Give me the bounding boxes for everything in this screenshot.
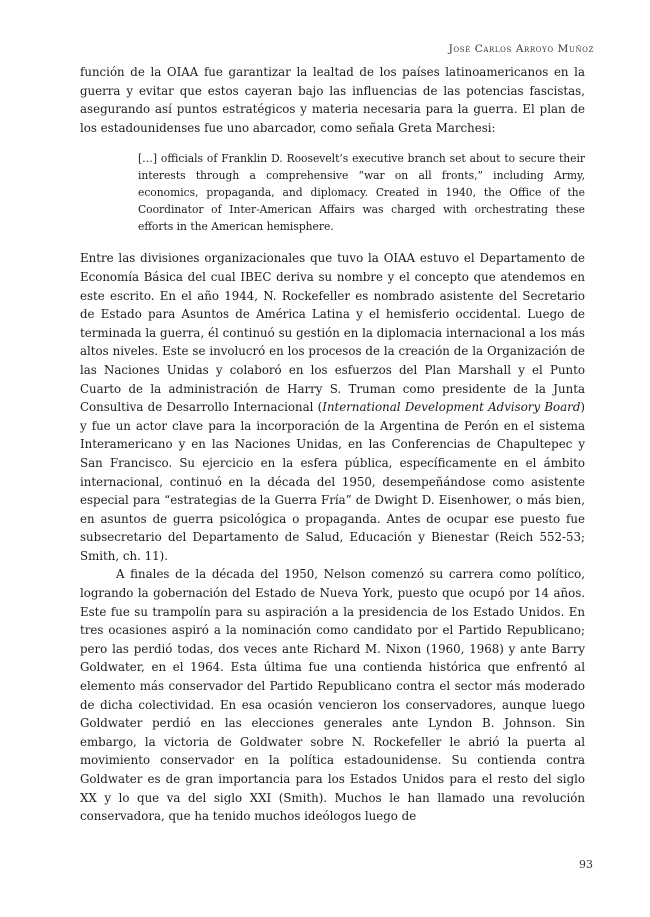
paragraph-2-text-b: ) y fue un actor clave para la incorporación de la Argentina de Perón en el sistema Interamericano y en las Naciones Unidas, en las Conferencias de Chapultepec y San Francisco. Su ejercicio en la esfera pública, específicamente en el ámbito internacional, continuó en la década del 1950, desempeñándose como asistente especial para “estrategias de la Guerra Fría” de Dwight D. Eisenhower, o más bien, en asuntos de guerra psicológica o propaganda. Antes de ocupar ese puesto fue subsecretario del Departamento de Salud, Educación y Bienestar (Reich 552-53; Smith, ch. 11). [80,400,585,563]
page-number: 93 [579,858,593,871]
paragraph-3: A finales de la década del 1950, Nelson comenzó su carrera como político, logrando la gobernación del Estado de Nueva York, puesto que ocupó por 14 años. Este fue su trampolín para su aspiración a la presidencia de los Estado Unidos. En tres ocasiones aspiró a la nominación como candidato por el Partido Republicano; pero las perdió todas, dos veces ante Richard M. Nixon (1960, 1968) y ante Barry Goldwater, en el 1964. Esta última fue una contienda histórica que enfrentó al elemento más conservador del Partido Republicano contra el sector más moderado de dicha colectividad. En esa ocasión vencieron los conservadores, aunque luego Goldwater perdió en las elecciones generales ante Lyndon B. Johnson. Sin embargo, la victoria de Goldwater sobre N. Rockefeller le abrió la puerta al movimiento conservador en la política estadounidense. Su contienda contra Goldwater es de gran importancia para los Estados Unidos para el resto del siglo XX y lo que va del siglo XXI (Smith). Muchos le han llamado una revolución conservadora, que ha tenido muchos ideólogos luego de [80,567,585,824]
intro-paragraph: función de la OIAA fue garantizar la lealtad de los países latinoamericanos en la guerra y evitar que estos cayeran bajo las influencias de las potencias fascistas, asegurando así puntos estratégicos y materia necesaria para la guerra. El plan de los estadounidenses fue uno abarcador, como señala Greta Marchesi: [80,65,585,135]
paragraph-2-italic: International Development Advisory Board [322,400,581,415]
running-head: José Carlos Arroyo Muñoz [448,43,594,55]
paragraph-2 [80,249,585,565]
text-block [80,63,585,826]
block-quote: […] officials of Franklin D. Roosevelt’s executive branch set about to secure their interests through a comprehensive “war on all fronts,” including Army, economics, propaganda, and diplomacy. Created in 1940, the Office of the Coordinator of Inter-American Affairs was charged with orchestrating these efforts in the American hemisphere. [138,152,585,234]
paragraph-2-text-a: Entre las divisiones organizacionales que tuvo la OIAA estuvo el Departamento de Economía Básica del cual IBEC deriva su nombre y el concepto que atendemos en este escrito. En el año 1944, N. Rockefeller es nombrado asistente del Secretario de Estado para Asuntos de América Latina y el hemisferio occidental. Luego de terminada la guerra, él continuó su gestión en la diplomacia internacional a los más altos niveles. Este se involucró en los procesos de la creación de la Organización de las Naciones Unidas y colaboró en los esfuerzos del Plan Marshall y el Punto Cuarto de la administración de Harry S. Truman como presidente de la Junta Consultiva de Desarrollo Internacional ( [80,251,585,415]
